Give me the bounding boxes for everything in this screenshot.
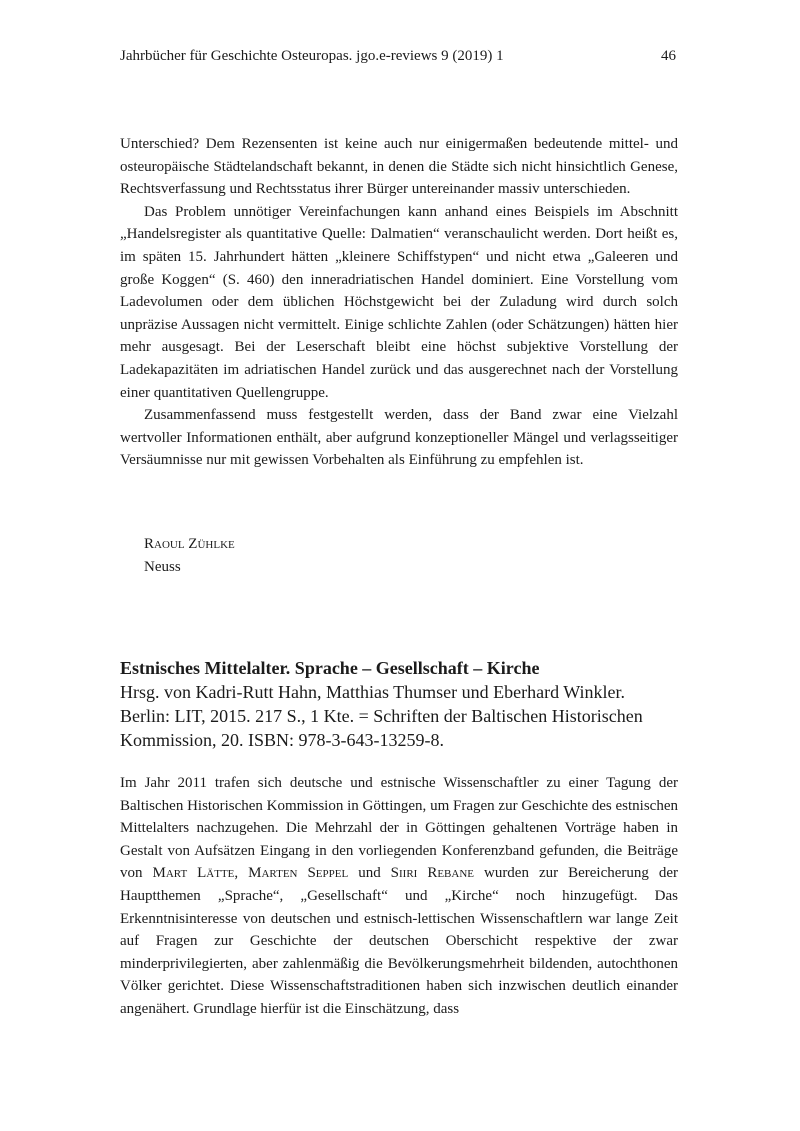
author-name: Siiri Rebane bbox=[390, 865, 474, 882]
text-segment: Im Jahr 2011 trafen sich deutsche und estnische Wissenschaftler zu einer Tagung der Baltischen Historischen Kommission in Göttingen, um Fragen zur Geschichte des estnischen Mittelalters nachzugehen. Die Mehrzahl der in Göttingen gehaltenen Vorträge haben in Gestalt von Aufsätzen Eingang in den vorliegenden Konferenzband gefunden, die Beiträge von bbox=[120, 775, 678, 882]
reviewer-location: Neuss bbox=[144, 558, 181, 575]
review-continuation bbox=[120, 133, 678, 472]
book-editors: Hrsg. von Kadri-Rutt Hahn, Matthias Thumser und Eberhard Winkler. bbox=[120, 682, 626, 702]
paragraph: Zusammenfassend muss festgestellt werden, dass der Band zwar eine Vielzahl wertvoller Informationen enthält, aber aufgrund konzeptioneller Mängel und verlagsseitiger Versäumnisse nur mit gewissen Vorbehalten als Einführung zu empfehlen ist. bbox=[120, 407, 678, 469]
book-publication-info: Berlin: LIT, 2015. 217 S., 1 Kte. = Schriften der Baltischen Historischen Kommission, 20. ISBN: 978-3-643-13259-8. bbox=[120, 706, 643, 750]
review-body bbox=[120, 772, 678, 1021]
running-header bbox=[120, 46, 676, 66]
reviewer-signature bbox=[120, 533, 678, 578]
page-number: 46 bbox=[661, 48, 676, 64]
journal-citation: Jahrbücher für Geschichte Osteuropas. jgo.e-reviews 9 (2019) 1 bbox=[120, 48, 504, 64]
paragraph: Im Jahr 2011 trafen sich deutsche und estnische Wissenschaftler zu einer Tagung der Baltischen Historischen Kommission in Göttingen, um Fragen zur Geschichte des estnischen Mittelalters nachzugehen. Die Mehrzahl der in Göttingen gehaltenen Vorträge haben in Gestalt von Aufsätzen Eingang in den vorliegenden Konferenzband gefunden, die Beiträge von Mart Lätte, Marten Seppel und Siiri Rebane wurden zur Bereicherung der Hauptthemen „Sprache“, „Gesellschaft“ und „Kirche“ noch hinzugefügt. Das Erkenntnisinteresse von deutschen und estnisch-lettischen Wissenschaftlern war lange Zeit auf Fragen zur Geschichte der deutschen Oberschicht respektive der zwar minderprivilegierten, aber zahlenmäßig die Bevölkerungsmehrheit bildenden, autochthonen Völker gerichtet. Diese Wissenschaftstraditionen haben sich inzwischen deutlich einander angenähert. Grundlage hierfür ist die Einschätzung, dass bbox=[120, 775, 679, 1017]
conjunction: und bbox=[358, 865, 381, 882]
reviewer-name: Raoul Zühlke bbox=[144, 536, 235, 552]
author-name: Mart Lätte bbox=[152, 865, 235, 882]
text-segment: wurden zur Bereicherung der Hauptthemen „Sprache“, „Gesellschaft“ und „Kirche“ noch hinzugefügt. Das Erkenntnisinteresse von deutschen und estnisch-lettischen Wissenschaftlern war lange Zeit auf Fragen zur Geschichte der deutschen Oberschicht respektive der zwar minderprivilegierten, aber zahlenmäßig die Bevölkerungsmehrheit bildenden, autochthonen Völker gerichtet. Diese Wissenschaftstraditionen haben sich inzwischen deutlich einander angenähert. Grundlage hierfür ist die Einschätzung, dass bbox=[120, 865, 679, 1017]
paragraph: Unterschied? Dem Rezensenten ist keine auch nur einigermaßen bedeutende mittel- und osteuropäische Städtelandschaft bekannt, in denen die Städte sich nicht hinsichtlich Genese, Rechtsverfassung und Rechtsstatus ihrer Bürger untereinander massiv unterschieden. bbox=[120, 136, 678, 198]
book-title: Estnisches Mittelalter. Sprache – Gesellschaft – Kirche bbox=[120, 658, 540, 678]
paragraph: Das Problem unnötiger Vereinfachungen kann anhand eines Beispiels im Abschnitt „Handelsregister als quantitative Quelle: Dalmatien“ veranschaulicht werden. Dort heißt es, im späten 15. Jahrhundert hätten „kleinere Schiffstypen“ und nicht etwa „Galeeren und große Koggen“ (S. 460) den inneradriatischen Handel dominiert. Eine Vorstellung vom Ladevolumen oder dem üblichen Höchstgewicht bei der Zuladung wird durch solch unpräzise Aussagen nicht vermittelt. Einige schlichte Zahlen (oder Schätzungen) hätten hier mehr ausgesagt. Bei der Leserschaft bleibt eine höchst subjektive Vorstellung der Ladekapazitäten im adriatischen Handel zurück und das ausgerechnet nach der Vorstellung einer quantitativen Quellengruppe. bbox=[120, 203, 678, 401]
review-heading bbox=[120, 656, 678, 752]
author-name: Marten Seppel bbox=[248, 865, 349, 882]
